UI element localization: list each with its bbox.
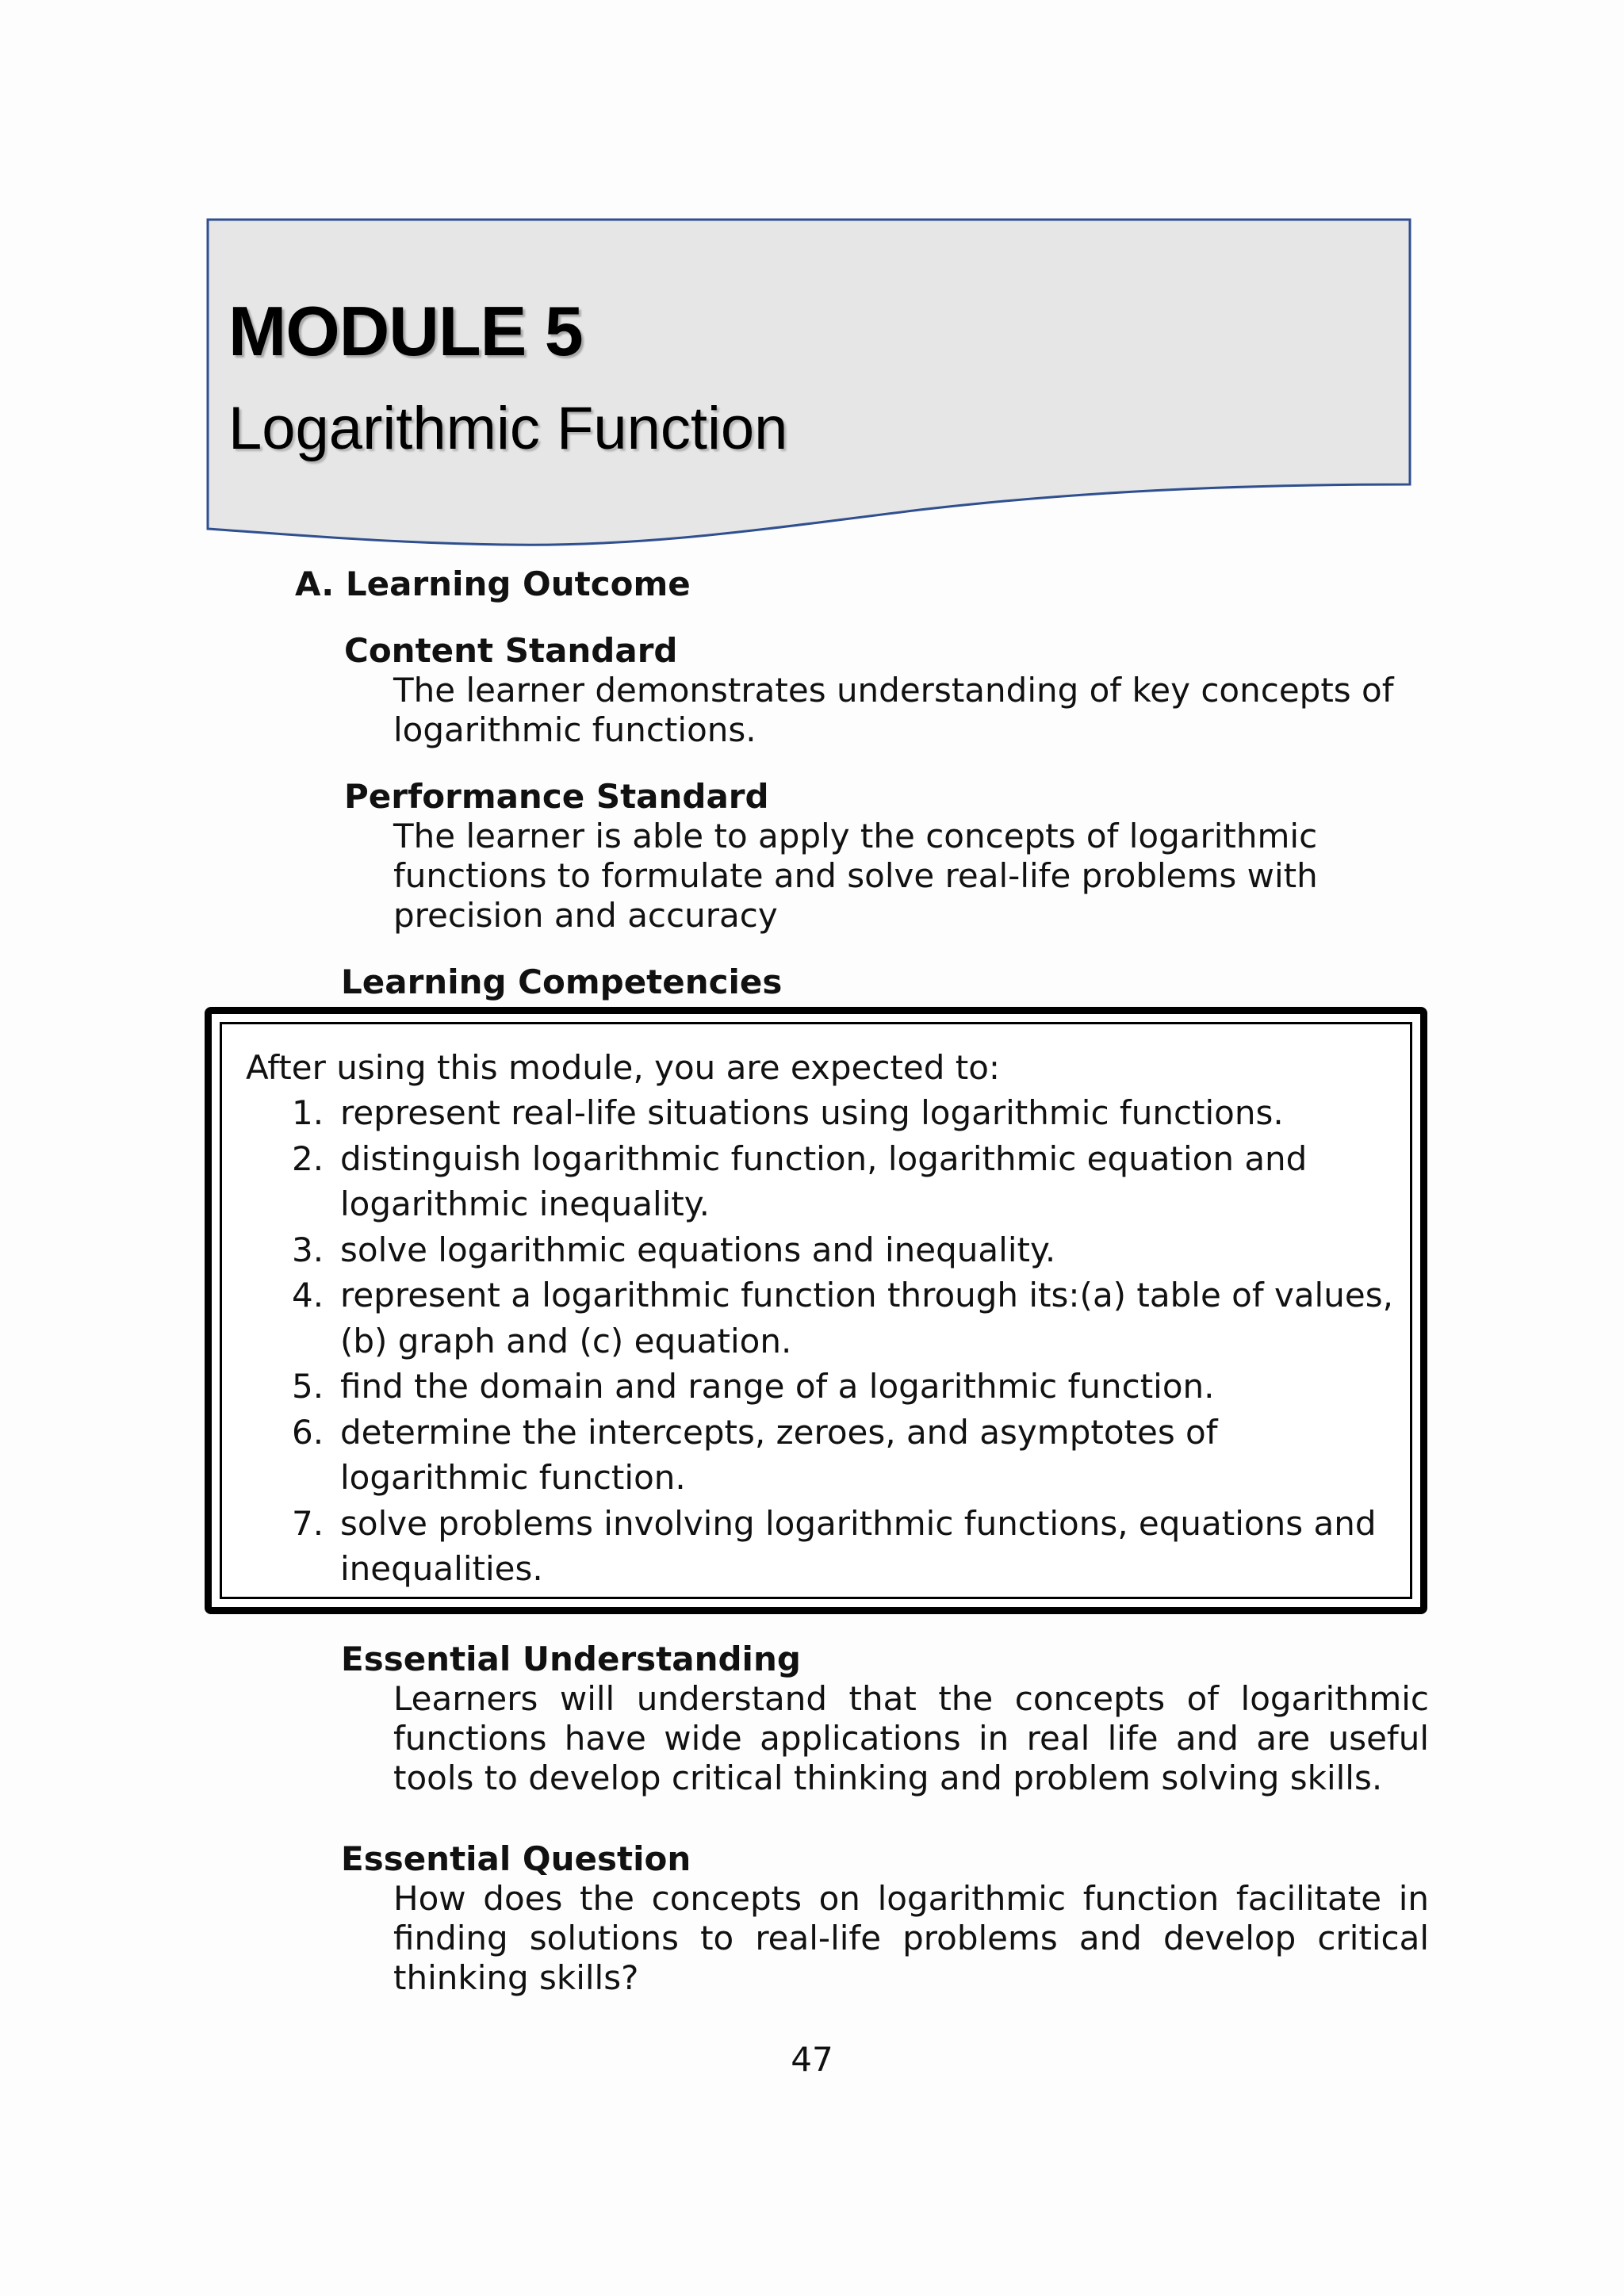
module-title: Logarithmic Function (228, 395, 788, 462)
page-number: 47 (791, 2040, 833, 2079)
performance-standard-text: The learner is able to apply the concepts of logarithmic functions to formulate and solve real-life problems with precision and accuracy (393, 817, 1318, 935)
content-standard-text: The learner demonstrates understanding of key concepts of logarithmic functions. (393, 671, 1394, 749)
list-item-number: 7. (292, 1503, 324, 1543)
list-item (222, 1501, 1404, 1592)
list-item (222, 1227, 1404, 1273)
essential-understanding-heading: Essential Understanding (341, 1640, 801, 1678)
content-standard-heading: Content Standard (344, 631, 678, 670)
performance-standard-heading: Performance Standard (344, 777, 769, 816)
competencies-list (222, 1090, 1404, 1592)
list-item-number: 6. (292, 1412, 324, 1452)
learning-competencies-box (205, 1007, 1427, 1614)
list-item-text: distinguish logarithmic function, logarithmic equation and logarithmic inequality. (340, 1138, 1308, 1223)
competencies-intro: After using this module, you are expected to: (246, 1048, 1001, 1087)
list-item-number: 1. (292, 1093, 324, 1132)
essential-question-text: How does the concepts on logarithmic function facilitate in finding solutions to real-life problems and develop critical thinking skills? (393, 1879, 1429, 1997)
list-item (222, 1090, 1404, 1136)
list-item-text: find the domain and range of a logarithmic function. (340, 1367, 1215, 1406)
essential-question-heading: Essential Question (341, 1839, 691, 1878)
list-item-text: represent a logarithmic function through its:(a) table of values, (b) graph and (c) equation. (340, 1276, 1393, 1360)
list-item-text: solve problems involving logarithmic functions, equations and inequalities. (340, 1503, 1377, 1588)
banner-shape (206, 218, 1411, 551)
section-heading-learning-outcome: A. Learning Outcome (295, 564, 691, 603)
list-item (222, 1136, 1404, 1227)
module-number: MODULE 5 (228, 292, 583, 370)
list-item (222, 1410, 1404, 1501)
list-item-number: 4. (292, 1276, 324, 1314)
competencies-inner-border (220, 1022, 1412, 1599)
list-item-number: 2. (292, 1138, 324, 1178)
list-item-text: solve logarithmic equations and inequality. (340, 1230, 1056, 1269)
list-item-text: represent real-life situations using logarithmic functions. (340, 1093, 1284, 1132)
list-item-text: determine the intercepts, zeroes, and asymptotes of logarithmic function. (340, 1412, 1218, 1497)
list-item (222, 1364, 1404, 1410)
learning-competencies-heading: Learning Competencies (341, 962, 783, 1001)
essential-understanding-text: Learners will understand that the concepts of logarithmic functions have wide applications in real life and are useful tools to develop critical thinking and problem solving skills. (393, 1679, 1429, 1797)
module-header-banner (206, 218, 1411, 551)
list-item (222, 1272, 1404, 1364)
list-item-number: 5. (292, 1367, 324, 1406)
list-item-number: 3. (292, 1230, 324, 1269)
